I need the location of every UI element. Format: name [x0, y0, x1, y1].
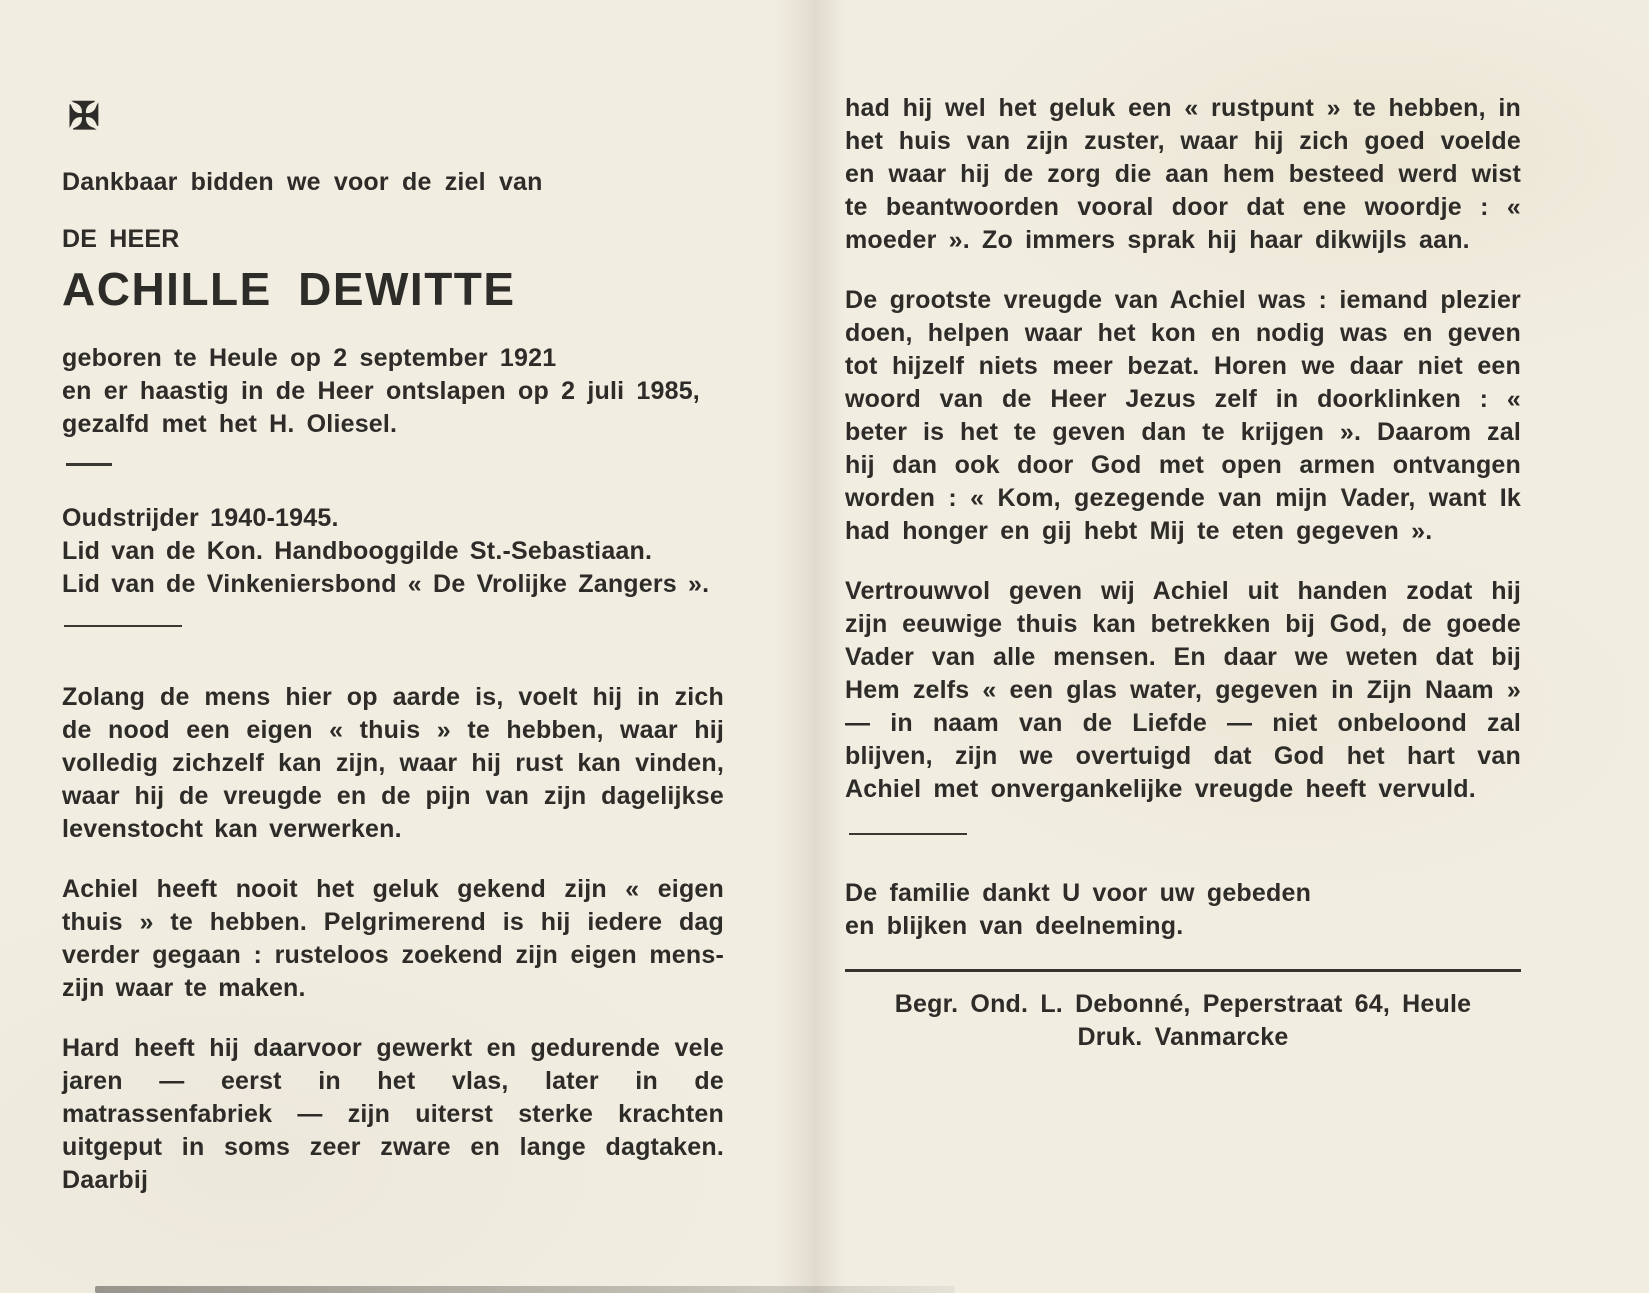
right-page — [845, 92, 1521, 1054]
imprint-line: Begr. Ond. L. Debonné, Peperstraat 64, Heule — [894, 990, 1472, 1018]
body-paragraph: Zolang de mens hier op aarde is, voelt hij in zich de nood een eigen « thuis » te hebben, waar hij volledig zichzelf kan zijn, waar hij rust kan vinden, waar hij de vreugde en de pijn van zijn dagelijkse levenstocht kan verwerken. — [62, 683, 724, 843]
membership-line: Oudstrijder 1940-1945. — [62, 504, 339, 532]
thanks-lines — [845, 877, 1521, 943]
intro-line: Dankbaar bidden we voor de ziel van — [62, 168, 543, 196]
thanks-line: en blijken van deelneming. — [845, 912, 1184, 940]
honorific: DE HEER — [62, 225, 180, 253]
imprint-divider — [845, 969, 1521, 972]
body-paragraph: De grootste vreugde van Achiel was : iemand plezier doen, helpen waar het kon en nodig was en geven tot hijzelf niets meer bezat. Horen we daar niet een woord van de Heer Jezus zelf in doorklinken : « beter is het te geven dan te krijgen ». Daarom zal hij dan ook door God met open armen ontvangen worden : « Kom, gezegende van mijn Vader, want Ik had honger en gij hebt Mij te eten gegeven ». — [845, 286, 1521, 545]
cross-icon: ✠ — [68, 96, 101, 138]
body-paragraph: had hij wel het geluk een « rustpunt » te hebben, in het huis van zijn zuster, waar hij zich goed voelde en waar hij de zorg die aan hem besteed werd wist te beantwoorden vooral door dat ene woordje : « moeder ». Zo immers sprak hij haar dikwijls aan. — [845, 94, 1521, 254]
vital-lines — [62, 342, 724, 441]
vital-line: geboren te Heule op 2 september 1921 — [62, 344, 557, 372]
vital-line: gezalfd met het H. Oliesel. — [62, 410, 398, 438]
section-divider — [64, 625, 182, 627]
section-divider — [849, 833, 967, 835]
short-divider — [66, 463, 112, 466]
imprint-line: Druk. Vanmarcke — [1077, 1023, 1289, 1051]
body-paragraph: Hard heeft hij daarvoor gewerkt en gedurende vele jaren — eerst in het vlas, later in de matrassenfabriek — zijn uiterst sterke krachten uitgeput in soms zeer zware en lange dagtaken. Daarbij — [62, 1034, 724, 1194]
body-paragraph: Vertrouwvol geven wij Achiel uit handen zodat hij zijn eeuwige thuis kan betrekken bij God, de goede Vader van alle mensen. En daar we weten dat bij Hem zelfs « een glas water, gegeven in Zijn Naam » — in naam van de Liefde — niet onbeloond zal blijven, zijn we overtuigd dat God het hart van Achiel met onvergankelijke vreugde heeft vervuld. — [845, 577, 1521, 803]
left-page — [62, 92, 724, 1224]
membership-line: Lid van de Vinkeniersbond « De Vrolijke Zangers ». — [62, 570, 710, 598]
body-paragraph: Achiel heeft nooit het geluk gekend zijn « eigen thuis » te hebben. Pelgrimerend is hij iedere dag verder gegaan : rusteloos zoekend zijn eigen mens-zijn waar te maken. — [62, 875, 724, 1002]
membership-lines — [62, 502, 724, 601]
scan-edge-artifact — [95, 1286, 955, 1293]
membership-line: Lid van de Kon. Handbooggilde St.-Sebastiaan. — [62, 537, 653, 565]
deceased-name: ACHILLE DEWITTE — [62, 263, 516, 315]
imprint-lines — [845, 988, 1521, 1054]
thanks-line: De familie dankt U voor uw gebeden — [845, 879, 1312, 907]
card-fold-crease — [775, 0, 845, 1293]
vital-line: en er haastig in de Heer ontslapen op 2 juli 1985, — [62, 377, 700, 405]
